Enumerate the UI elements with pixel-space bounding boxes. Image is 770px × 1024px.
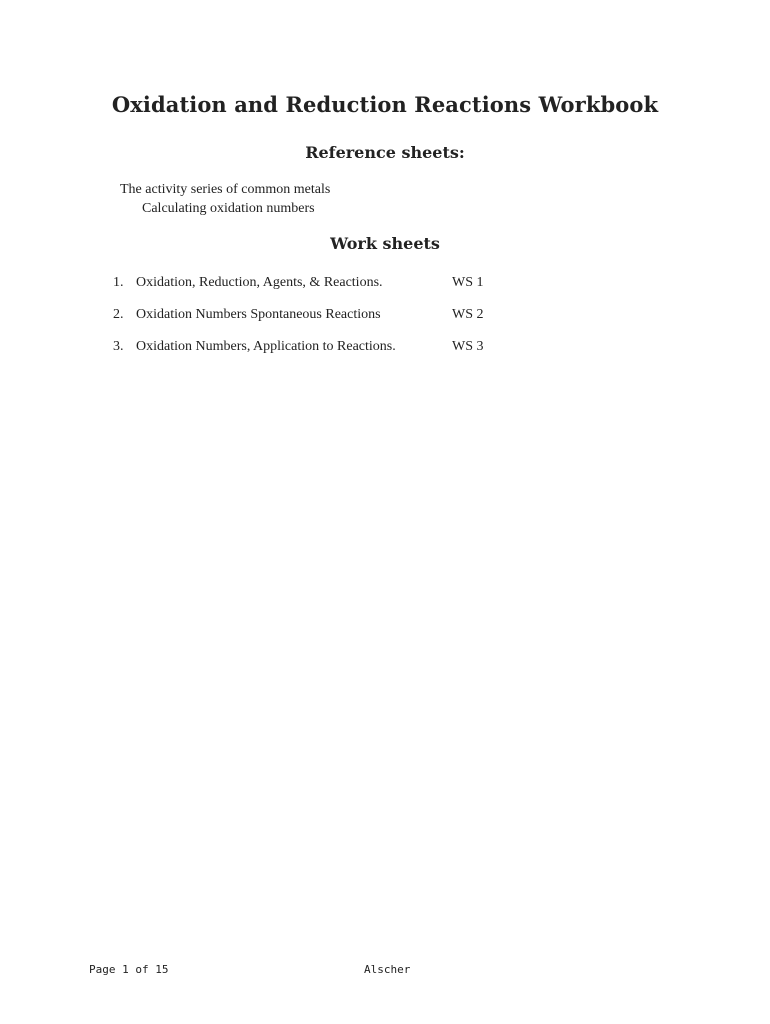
worksheet-code: WS 1 (452, 275, 484, 290)
worksheet-number: 1. (113, 275, 124, 290)
footer-page-number: Page 1 of 15 (89, 963, 169, 976)
worksheet-title: Oxidation Numbers Spontaneous Reactions (136, 307, 381, 322)
footer-author: Alscher (364, 963, 411, 976)
work-sheets-heading-text: Work sheets (330, 234, 440, 253)
worksheet-code: WS 2 (452, 307, 484, 322)
worksheet-number: 3. (113, 339, 124, 354)
reference-item: Calculating oxidation numbers (142, 201, 315, 216)
reference-sheets-list (120, 180, 330, 218)
worksheet-title: Oxidation, Reduction, Agents, & Reactions. (136, 275, 383, 290)
work-sheets-heading (0, 234, 770, 253)
worksheet-code: WS 3 (452, 339, 484, 354)
reference-item: The activity series of common metals (120, 182, 331, 197)
reference-sheets-heading: Reference sheets: (305, 143, 465, 162)
worksheet-title: Oxidation Numbers, Application to Reactions. (136, 339, 396, 354)
document-title: Oxidation and Reduction Reactions Workbook (111, 92, 659, 117)
worksheet-number: 2. (113, 307, 124, 322)
